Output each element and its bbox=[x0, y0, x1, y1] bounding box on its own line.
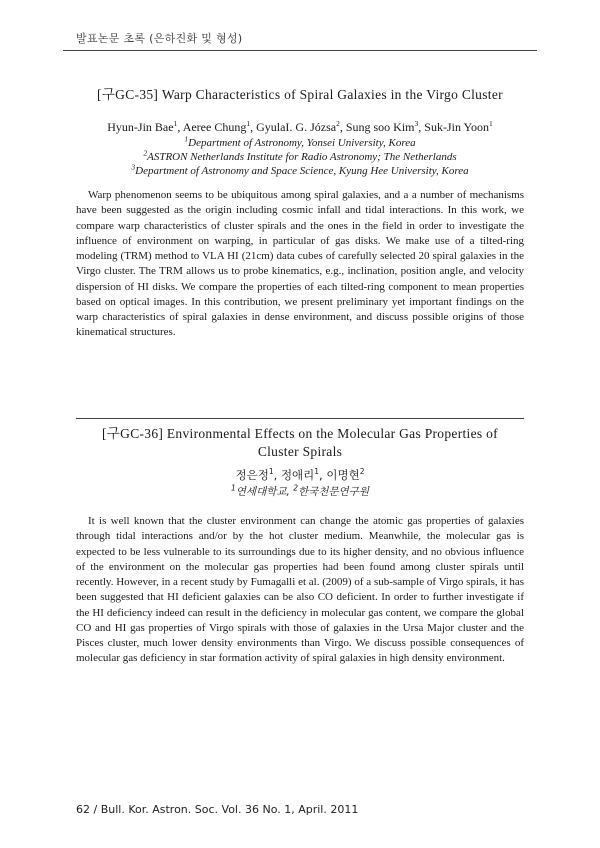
affil-mark: 2 bbox=[293, 483, 298, 493]
abstract-body-gc35: Warp phenomenon seems to be ubiquitous among spiral galaxies, and a a number of mechanisms have been suggested as the origin including cosmic infall and tidal interactions. In this work, we compare warp characteristics of cluster spirals and the ones in the field in order to investigate the influence of environment on warping, in particular of gas disks. We make use of a tilted-ring modeling (TRM) method to VLA HI (21cm) data cubes of carefully selected 20 spiral galaxies in the Virgo cluster. The TRM allows us to probe kinematics, e.g., inclination, position angle, and velocity dispersion of HI disks. We compare the properties of each tilted-ring component to mean properties based on optical images. In this contribution, we present preliminary yet important findings on the warp characteristics of spiral galaxies in dense environment, and discuss possible origins of those kinematical structures. bbox=[76, 189, 524, 339]
affiliation-line bbox=[60, 136, 540, 150]
affil-mark: 2 bbox=[143, 148, 148, 158]
header-divider bbox=[63, 50, 537, 51]
author-affil-mark: 1 bbox=[246, 119, 251, 128]
affil-mark: 3 bbox=[131, 162, 136, 172]
author-name: Hyun-Jin Bae bbox=[107, 120, 174, 134]
affil-mark: 1 bbox=[231, 483, 236, 493]
abstract-title-gc35: [구GC-35] Warp Characteristics of Spiral Galaxies in the Virgo Cluster bbox=[97, 87, 503, 102]
affil-mark: 1 bbox=[184, 134, 189, 144]
author-list-gc35: Hyun-Jin Bae$^1$, Aeree Chung$^1$, GyulaI. G. Józsa$^2$, Sung soo Kim$^3$, Suk-Jin Yoon$^1$ bbox=[107, 119, 493, 134]
author-name: Aeree Chung bbox=[182, 120, 247, 134]
running-header: 발표논문 초록 (은하진화 및 형성) bbox=[76, 32, 243, 45]
author-list-gc36: 정은정$^1$, 정애리$^1$, 이명현$^2$ bbox=[235, 467, 365, 482]
author-affil-mark: 1 bbox=[268, 467, 274, 477]
affiliation-line bbox=[60, 164, 540, 178]
author-name: Sung soo Kim bbox=[345, 120, 415, 134]
author-name: 정은정 bbox=[235, 468, 269, 482]
affil-text: ASTRON Netherlands Institute for Radio Astronomy; The Netherlands bbox=[147, 151, 457, 163]
title-line: [구GC-36] Environmental Effects on the Molecular Gas Properties of bbox=[102, 426, 498, 441]
affiliation-line: $^1$연세대학교, $^2$한국천문연구원 bbox=[231, 483, 369, 498]
author-name: GyulaI. G. Józsa bbox=[256, 120, 337, 134]
author-name: 이명현 bbox=[326, 468, 360, 482]
page-footer: 62 / Bull. Kor. Astron. Soc. Vol. 36 No. 1, April. 2011 bbox=[76, 803, 359, 816]
section-divider bbox=[76, 418, 524, 419]
author-affil-mark: 2 bbox=[359, 467, 365, 477]
title-line: Cluster Spirals bbox=[257, 444, 343, 459]
abstract-title-gc36 bbox=[70, 425, 530, 461]
affil-text: Department of Astronomy, Yonsei University, Korea bbox=[188, 137, 416, 149]
affil-text: 한국천문연구원 bbox=[297, 486, 369, 498]
author-name: Suk-Jin Yoon bbox=[424, 120, 489, 134]
affil-text: 연세대학교 bbox=[235, 486, 287, 498]
author-affil-mark: 1 bbox=[314, 467, 320, 477]
author-affil-mark: 2 bbox=[336, 119, 340, 128]
author-affil-mark: 1 bbox=[488, 119, 493, 128]
author-affil-mark: 1 bbox=[173, 119, 178, 128]
affil-text: Department of Astronomy and Space Science, Kyung Hee University, Korea bbox=[135, 165, 469, 177]
author-affil-mark: 3 bbox=[414, 119, 419, 128]
abstract-body-gc36: It is well known that the cluster environment can change the atomic gas properties of galaxies through tidal interactions and/or by the hot cluster medium. Meanwhile, the molecular gas is expected to be less vulnerable to its surroundings due to its higher density, and no obvious influence of the environment on the molecular gas properties had been found among cluster spirals until recently. However, in a recent study by Fumagalli et al. (2009) of a sub-sample of Virgo spirals, it has been suggested that HI deficient galaxies can be also CO deficient. In order to further investigate if the HI deficiency indeed can result in the deficiency in molecular gas content, we compare the global CO and HI gas properties of Virgo spirals with those of galaxies in the Ursa Major cluster and the Pisces cluster, much lower density environments than Virgo. We discuss possible consequences of molecular gas deficiency in star formation activity of spiral galaxies in high density environment. bbox=[76, 515, 524, 665]
author-name: 정애리 bbox=[280, 468, 315, 482]
